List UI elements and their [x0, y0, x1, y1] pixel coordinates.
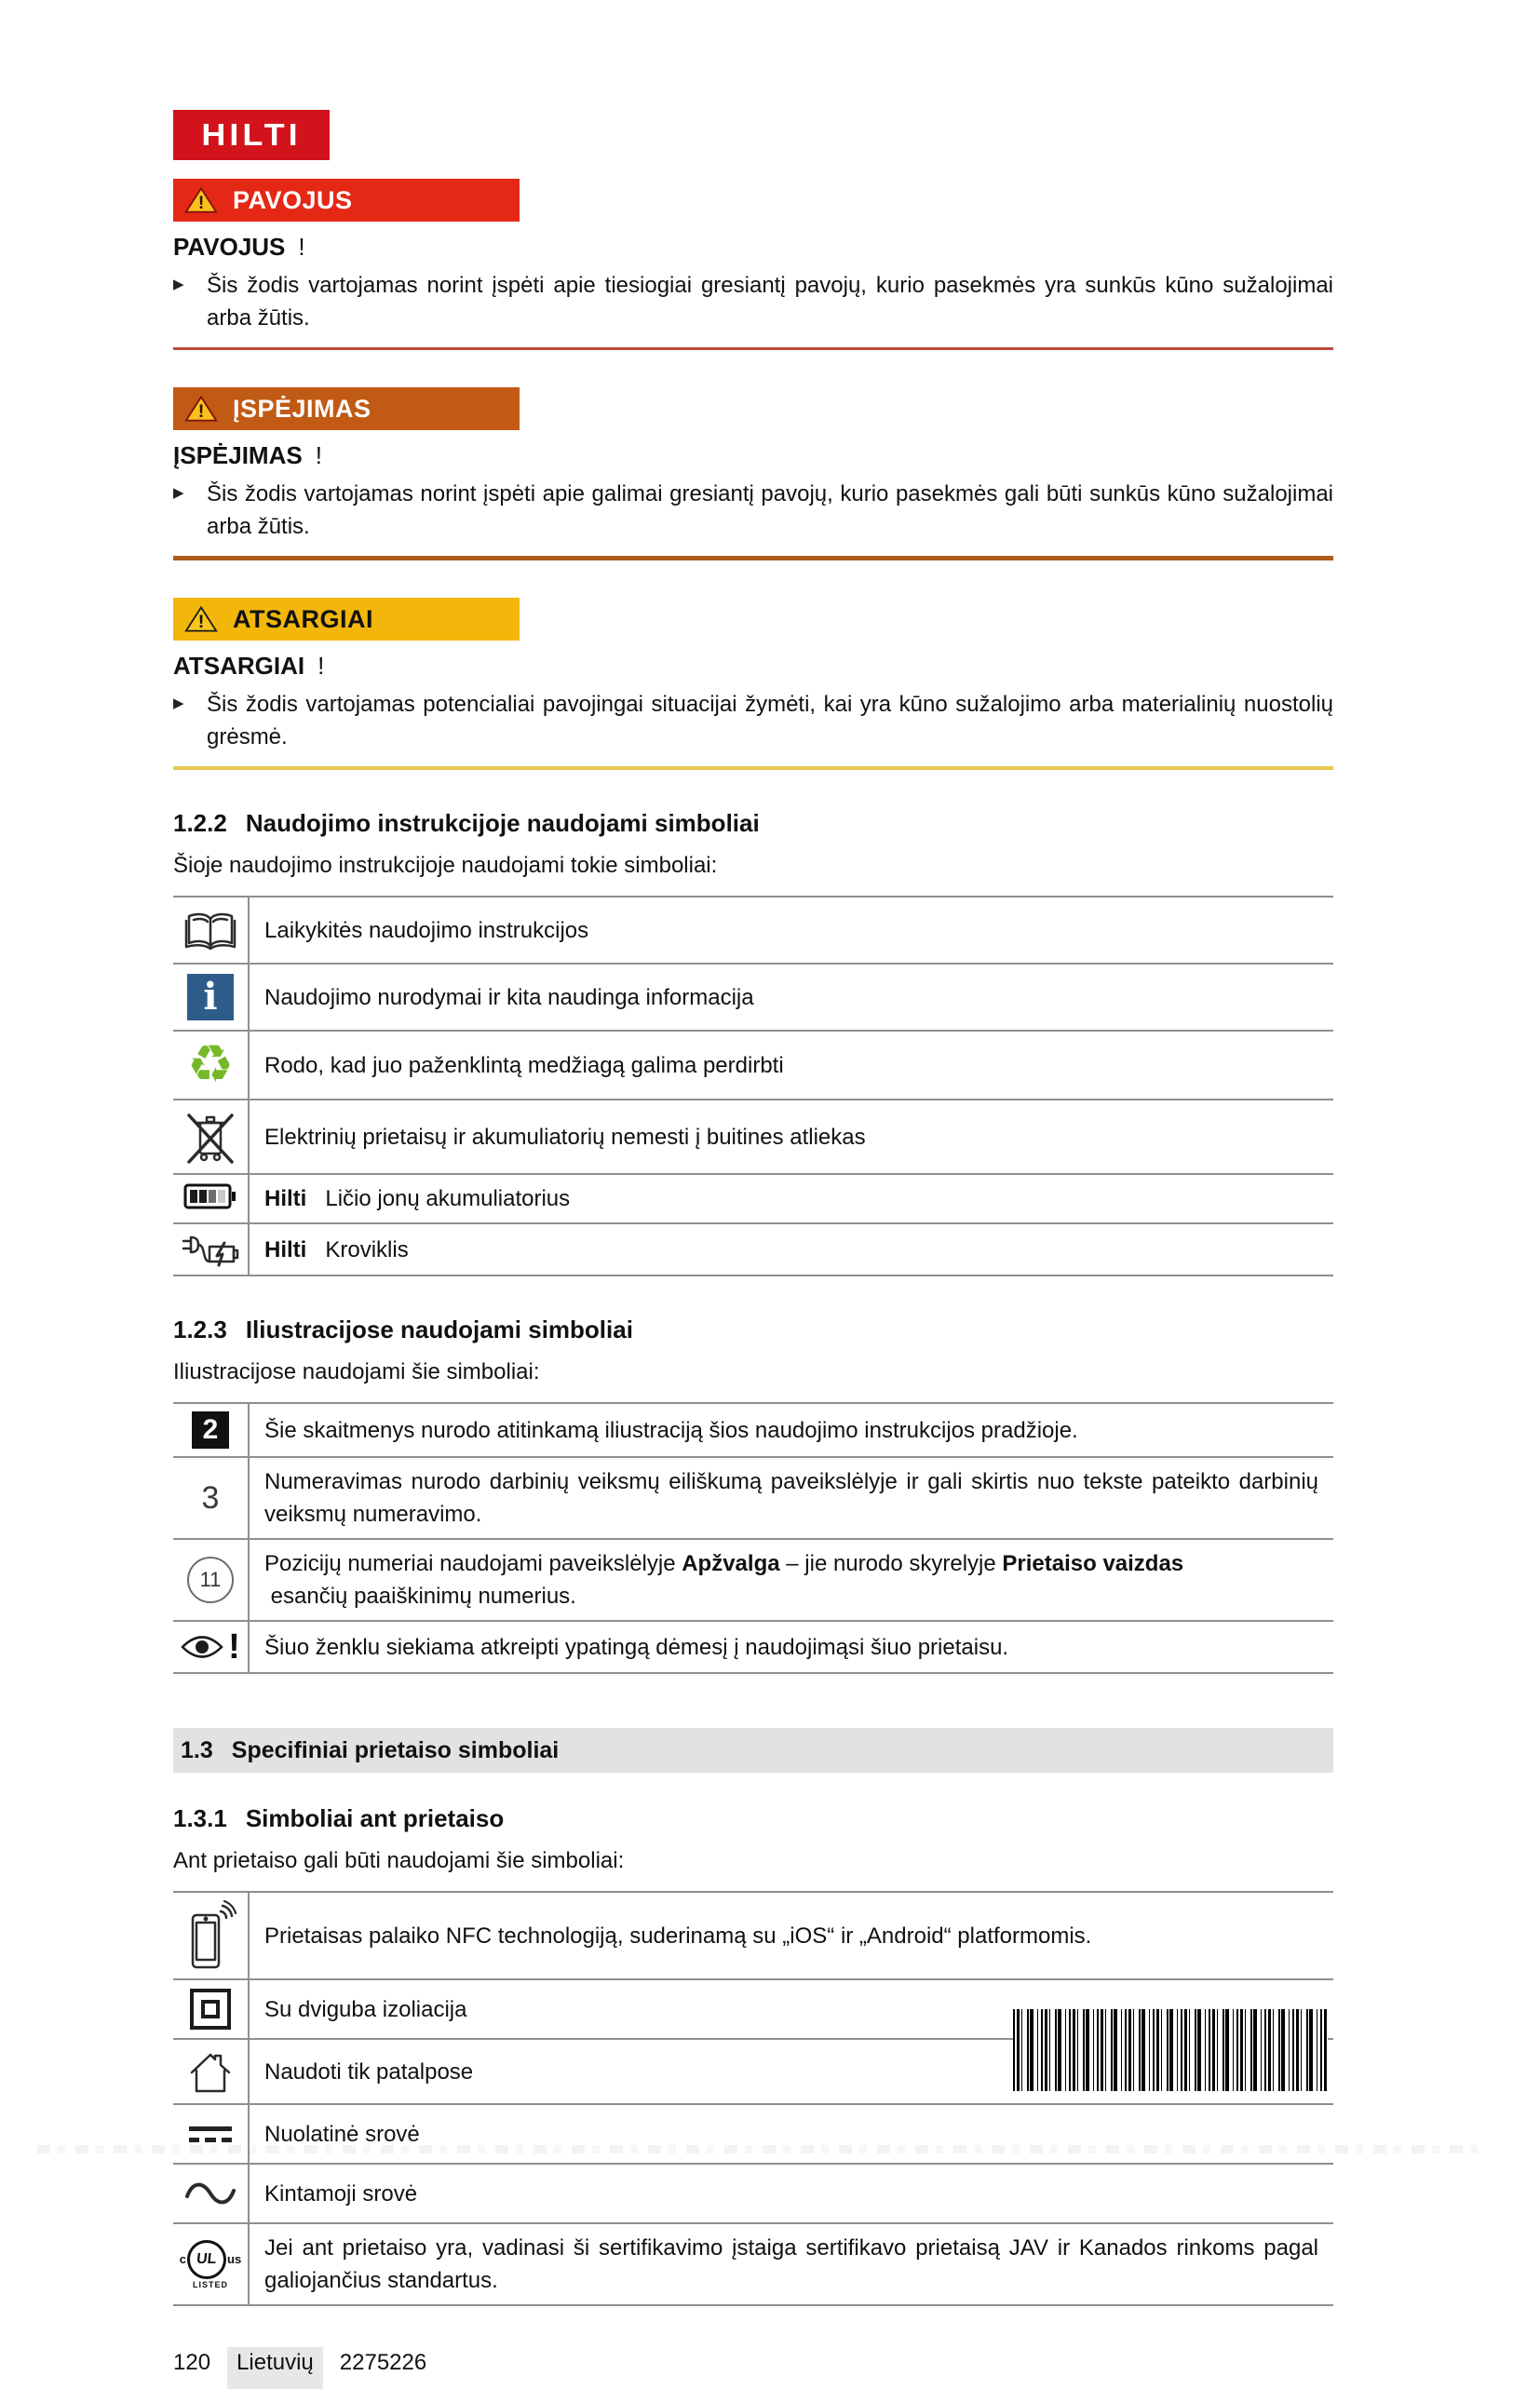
- symbol-description: Jei ant prietaiso yra, vadinasi ši sertifikavimo įstaiga sertifikavo prietaisą JAV ir Kanados rinkoms pagal galiojančius standartus.: [264, 2235, 1325, 2293]
- symbol-description: Naudojimo nurodymai ir kita naudinga informacija: [264, 984, 754, 1010]
- danger-banner: [173, 179, 520, 222]
- warning-banner-label: ĮSPĖJIMAS: [233, 394, 371, 423]
- warning-title: ĮSPĖJIMAS !: [173, 441, 322, 469]
- symbol-description: Prietaisas palaiko NFC technologiją, suderinamą su „iOS“ ir „Android“ platformomis.: [264, 1923, 1092, 1949]
- bullet-triangle-icon: ▶: [173, 485, 184, 501]
- table-row: [173, 2105, 1333, 2165]
- bullet-triangle-icon: ▶: [173, 277, 184, 292]
- symbol-description: Nuolatinė srovė: [264, 2121, 420, 2147]
- table-row: [173, 1622, 1333, 1674]
- svg-text:!: !: [197, 612, 205, 632]
- symbol-description: Su dviguba izoliacija: [264, 1996, 467, 2022]
- warning-paragraph: [173, 478, 1333, 560]
- table-row: [173, 1175, 1333, 1224]
- symbol-cell: [173, 1224, 250, 1275]
- symbol-cell: [173, 2165, 250, 2222]
- charger-icon: [182, 1232, 239, 1267]
- warning-banner: [173, 387, 520, 430]
- table-row: [173, 1224, 1333, 1276]
- symbol-description: Rodo, kad juo paženklintą medžiagą galima perdirbti: [264, 1052, 784, 1078]
- section-heading-1-2-2: 1.2.2 Naudojimo instrukcijoje naudojami simboliai: [173, 809, 760, 837]
- symbol-description: Naudoti tik patalpose: [264, 2058, 474, 2085]
- page-footer: [173, 2347, 1333, 2389]
- book-icon: [184, 910, 236, 951]
- direct-current-icon: [189, 2126, 232, 2142]
- illustration-symbols-table: [173, 1402, 1333, 1674]
- item-number: 2275226: [339, 2350, 427, 2375]
- number-3-icon: 3: [201, 1479, 220, 1516]
- warning-block-caution: [173, 598, 1333, 770]
- table-row: [173, 1893, 1333, 1980]
- symbol-cell: [173, 1404, 250, 1456]
- symbol-description: Kintamoji srovė: [264, 2180, 418, 2207]
- symbol-cell: [173, 965, 250, 1030]
- info-icon: i: [187, 974, 234, 1020]
- caution-banner: [173, 598, 520, 641]
- section-heading-1-3-1: 1.3.1 Simboliai ant prietaiso: [173, 1804, 505, 1832]
- table-row: [173, 2224, 1333, 2306]
- table-row: [173, 1100, 1333, 1175]
- symbol-cell: [173, 1458, 250, 1538]
- symbol-cell: [173, 1175, 250, 1222]
- usage-symbols-table: [173, 896, 1333, 1276]
- crossed-out-bin-icon: [185, 1108, 236, 1166]
- alternating-current-icon: [183, 2180, 237, 2207]
- symbol-description: Šie skaitmenys nurodo atitinkamą iliustraciją šios naudojimo instrukcijos pradžioje.: [264, 1417, 1078, 1443]
- bullet-triangle-icon: ▶: [173, 695, 184, 711]
- caution-banner-label: ATSARGIAI: [233, 604, 373, 633]
- symbol-description: Laikykitės naudojimo instrukcijos: [264, 917, 589, 943]
- section-heading-1-3: 1.3 Specifiniai prietaiso simboliai: [173, 1728, 1333, 1773]
- section-intro-1-2-2: Šioje naudojimo instrukcijoje naudojami tokie simboliai:: [173, 853, 718, 878]
- caution-paragraph: [173, 688, 1333, 770]
- table-row: [173, 965, 1333, 1032]
- position-number-icon: 11: [187, 1557, 234, 1603]
- hilti-logo: [173, 110, 330, 160]
- language-label: Lietuvių: [227, 2347, 323, 2389]
- symbol-cell: [173, 2040, 250, 2103]
- table-row: [173, 1404, 1333, 1458]
- eye-attention-icon: !: [181, 1629, 240, 1665]
- battery-icon: [183, 1182, 237, 1215]
- symbol-cell: [173, 2224, 250, 2304]
- table-row: [173, 898, 1333, 965]
- warning-triangle-icon: [184, 394, 218, 424]
- symbol-description: Pozicijų numeriai naudojami paveikslėlyje Apžvalga – jie nurodo skyrelyje Prietaiso vaizdas esančių paaiškinimų numerius.: [264, 1551, 1184, 1609]
- symbol-cell: [173, 1032, 250, 1099]
- symbol-cell: [173, 1893, 250, 1978]
- recycle-icon: ♻: [186, 1034, 235, 1095]
- symbol-cell: [173, 898, 250, 963]
- table-row: [173, 2165, 1333, 2224]
- symbol-cell: [173, 2105, 250, 2163]
- table-row: [173, 1540, 1333, 1622]
- double-insulation-icon: [190, 1989, 231, 2030]
- symbol-description: Elektrinių prietaisų ir akumuliatorių nemesti į buitines atliekas: [264, 1124, 866, 1150]
- danger-paragraph: [173, 269, 1333, 350]
- warning-block-warning: [173, 387, 1333, 560]
- number-2-badge-icon: 2: [192, 1411, 229, 1449]
- symbol-description: Numeravimas nurodo darbinių veiksmų eiliškumą paveikslėlyje ir gali skirtis nuo tekste pateikto darbinių veiksmų numeravimo.: [264, 1469, 1325, 1527]
- caution-body-text: Šis žodis vartojamas potencialiai pavojingai situacijai žymėti, kai yra kūno sužalojimo arba materialinių nuostolių grėsmė.: [207, 692, 1333, 749]
- warning-triangle-icon: [184, 604, 218, 634]
- symbol-description: Hilti Ličio jonų akumuliatorius: [264, 1186, 571, 1211]
- symbol-cell: [173, 1100, 250, 1173]
- device-symbols-table: [173, 1891, 1333, 2306]
- caution-title: ATSARGIAI !: [173, 652, 325, 680]
- ul-listed-icon: c UL us LISTED: [180, 2240, 241, 2289]
- danger-title: PAVOJUS !: [173, 233, 305, 261]
- symbol-cell: [173, 1622, 250, 1672]
- table-row: [173, 1032, 1333, 1100]
- svg-text:!: !: [197, 401, 205, 422]
- warning-block-danger: [173, 179, 1333, 350]
- table-row: [173, 1458, 1333, 1540]
- symbol-description: Šiuo ženklu siekiama atkreipti ypatingą dėmesį į naudojimąsi šiuo prietaisu.: [264, 1634, 1009, 1660]
- symbol-cell: [173, 1980, 250, 2038]
- warning-body-text: Šis žodis vartojamas norint įspėti apie galimai gresiantį pavojų, kurio pasekmės gali būti sunkūs kūno sužalojimai arba žūtis.: [207, 481, 1333, 539]
- symbol-description: Hilti Kroviklis: [264, 1236, 409, 1262]
- warning-triangle-icon: [184, 185, 218, 215]
- barcode: [1013, 2009, 1328, 2091]
- svg-text:!: !: [197, 193, 205, 213]
- danger-body-text: Šis žodis vartojamas norint įspėti apie tiesiogiai gresiantį pavojų, kurio pasekmės yra sunkūs kūno sužalojimai arba žūtis.: [207, 273, 1333, 331]
- print-artifact: [37, 2145, 1484, 2153]
- page-number: 120: [173, 2350, 211, 2375]
- section-heading-1-2-3: 1.2.3 Iliustracijose naudojami simboliai: [173, 1316, 633, 1343]
- nfc-phone-icon: [185, 1900, 236, 1971]
- section-intro-1-2-3: Iliustracijose naudojami šie simboliai:: [173, 1359, 540, 1384]
- house-icon: [186, 2047, 235, 2096]
- section-intro-1-3-1: Ant prietaiso gali būti naudojami šie simboliai:: [173, 1848, 625, 1873]
- danger-banner-label: PAVOJUS: [233, 185, 353, 214]
- symbol-cell: [173, 1540, 250, 1620]
- hilti-logo-text: HILTI: [201, 116, 302, 153]
